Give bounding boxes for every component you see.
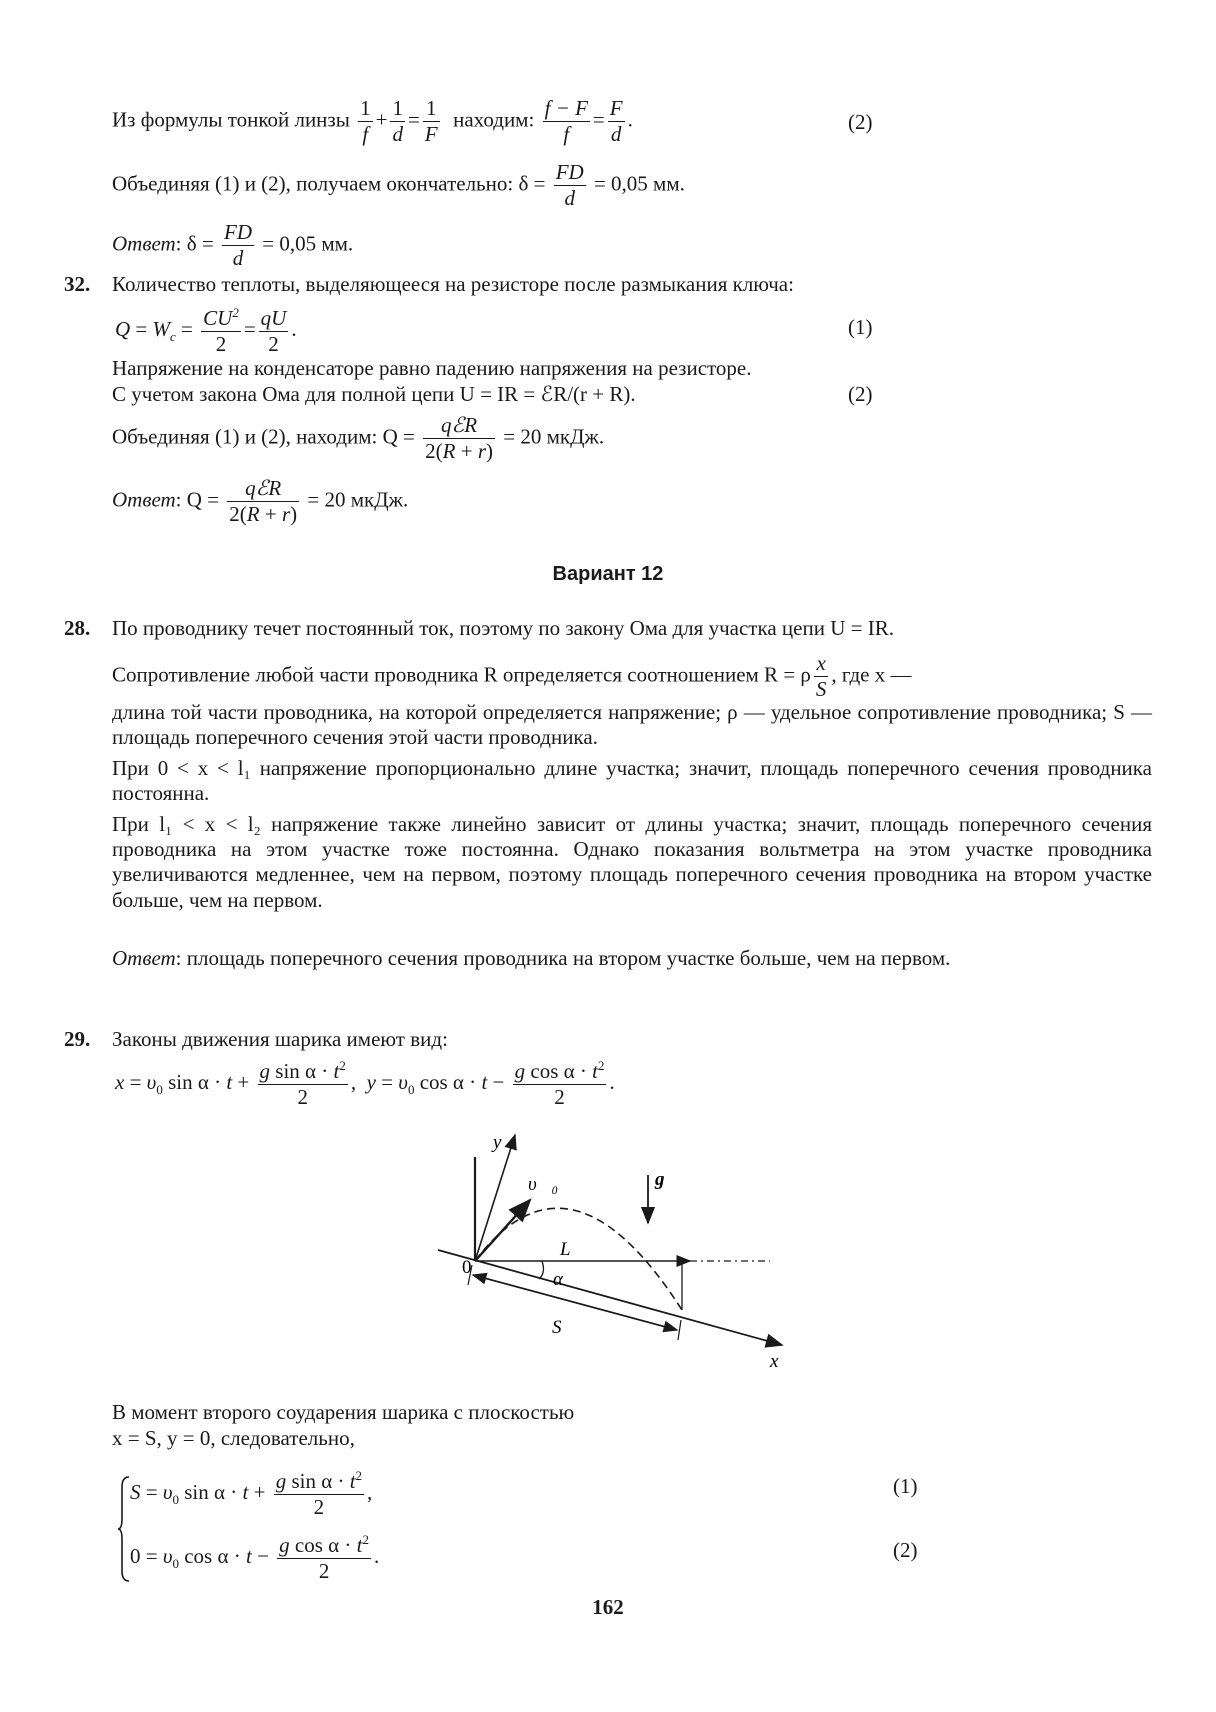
alpha-arc <box>539 1261 543 1279</box>
answer-label: Ответ <box>112 231 176 256</box>
variant-heading: Вариант 12 <box>552 563 664 585</box>
combine-result: = 0,05 мм. <box>593 171 685 196</box>
L-label: L <box>560 1239 571 1260</box>
p28-para1: длина той части проводника, на которой определяется напряжение; ρ — удельное сопротивление проводника; S — площадь поперечного сечения этой части проводника. <box>112 700 1152 750</box>
p32-equation-1: $Q = W_c$ = $\frac{CU^2}{2}$ = $\frac{qU}{2}$ . <box>115 305 297 357</box>
p28-para2: При 0 < x < l₁ напряжение пропорционально длине участка; значит, площадь поперечного сечения проводника постоянна. <box>112 756 1152 806</box>
lens-formula-text: Из формулы тонкой линзы <box>112 107 350 132</box>
equation-label-1: (1) <box>848 315 873 339</box>
equation-label-2: (2) <box>848 382 873 406</box>
page-number: 162 <box>592 1595 624 1619</box>
p28-line1: По проводнику течет постоянный ток, поэтому по закону Ома для участка цепи U = IR. <box>112 616 894 640</box>
combine-text: Объединяя (1) и (2), получаем окончательно: δ = <box>112 171 546 196</box>
trajectory-diagram <box>420 1125 800 1380</box>
system-label-2: (2) <box>893 1538 918 1562</box>
x-axis <box>438 1250 782 1345</box>
system-equation-2: $0 = \upsilon_0$ cos α · t − $\frac{g \cos \alpha \cdot t^2}{2}$ . <box>130 1532 380 1584</box>
system-brace <box>118 1475 130 1583</box>
answer-32: Ответ: Q = $\frac{\text{qℰR}}{2(R + r)}$ = 20 мкДж. <box>112 476 409 527</box>
y-axis <box>475 1135 515 1261</box>
p29-moment2: x = S, y = 0, следовательно, <box>112 1426 355 1450</box>
p32-line2: Напряжение на конденсаторе равно падению напряжения на резисторе. <box>112 356 752 380</box>
S-label: S <box>552 1317 562 1338</box>
alpha-label: α <box>553 1269 563 1290</box>
g-label: g⃗ <box>655 1169 680 1190</box>
v0-label: υ⃗₀ <box>528 1174 559 1195</box>
p29-intro: Законы движения шарика имеют вид: <box>112 1027 448 1051</box>
lens-formula-line: Из формулы тонкой линзы $\frac{1}{f}$ + $\frac{1}{d}$ = $\frac{1}{F}$ находим: $\frac{f - F}{f}$ = $\frac{F}{d}$ . <box>112 96 633 147</box>
system-label-1: (1) <box>893 1474 918 1498</box>
p28-line2: Сопротивление любой части проводника R определяется соотношением R = ρ $\frac{x}{S}$ , где x — <box>112 651 912 702</box>
p29-moment1: В момент второго соударения шарика с плоскостью <box>112 1400 575 1424</box>
p28-answer: Ответ: площадь поперечного сечения проводника на втором участке больше, чем на первом. <box>112 946 951 970</box>
problem-number-28: 28. <box>64 616 91 640</box>
problem-number-29: 29. <box>64 1027 91 1051</box>
combine-line: Объединяя (1) и (2), получаем окончательно: δ = $\frac{FD}{d}$ = 0,05 мм. <box>112 160 685 211</box>
trajectory-path <box>475 1208 682 1310</box>
origin-label: 0 <box>462 1257 472 1278</box>
equation-label-2-top: (2) <box>848 110 873 134</box>
lens-found-text: находим: <box>453 107 535 132</box>
p29-motion-laws: $x = \upsilon_0$ sin α · t + $\frac{g \sin \alpha \cdot t^2}{2}$ , $y = \upsilon_0$ cos α · t − $\frac{g \cos \alpha \cdot t^2}{2}$ . <box>115 1058 615 1110</box>
problem-number-32: 32. <box>64 272 91 296</box>
y-label: y <box>493 1132 502 1153</box>
answer-31: Ответ: δ = $\frac{FD}{d}$ = 0,05 мм. <box>112 220 354 271</box>
p32-intro: Количество теплоты, выделяющееся на резисторе после размыкания ключа: <box>112 272 794 296</box>
x-label: x <box>770 1351 779 1372</box>
p28-para3: При l₁ < x < l₂ напряжение также линейно зависит от длины участка; значит, площадь поперечного сечения проводника на этом участке тоже постоянна. Однако показания вольтметра на этом участке проводника увеличиваются медленнее, чем на первом, поэтому площадь поперечного сечения проводника на втором участке больше, чем на первом. <box>112 812 1152 912</box>
p32-combine: Объединяя (1) и (2), находим: Q = $\frac{\text{qℰR}}{2(R + r)}$ = 20 мкДж. <box>112 413 605 464</box>
p32-line3: С учетом закона Ома для полной цепи U = IR = ℰR/(r + R). <box>112 382 636 406</box>
system-equation-1: $S = \upsilon_0$ sin α · t + $\frac{g \sin \alpha \cdot t^2}{2}$ , <box>130 1468 373 1520</box>
